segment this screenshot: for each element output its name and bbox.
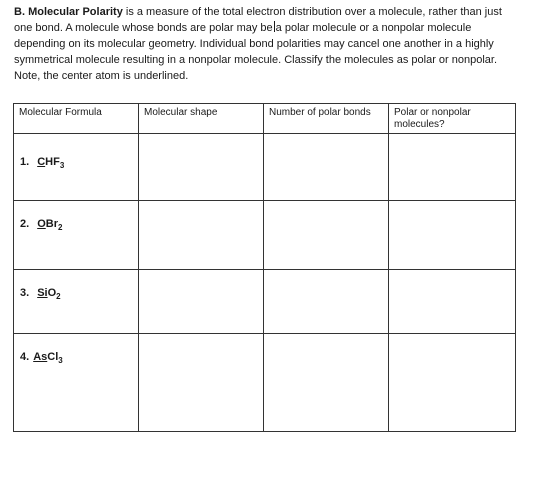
center-atom: O xyxy=(37,218,46,230)
center-atom: Si xyxy=(37,287,48,299)
formula-rest: O xyxy=(47,287,57,299)
formula-label xyxy=(14,134,138,168)
formula-cell xyxy=(14,134,139,201)
polar-bonds-answer-cell[interactable] xyxy=(264,134,389,201)
row-number: 1. xyxy=(20,156,30,168)
center-atom: As xyxy=(33,351,48,363)
instructions-text-part1: is a measure of the total electron distribution over a molecule, rather than just one bond. A molecule whose bonds are polar may be xyxy=(14,6,502,34)
polarity-answer-cell[interactable] xyxy=(389,134,516,201)
row-number: 4. xyxy=(20,351,30,363)
header-molecular-formula: Molecular Formula xyxy=(14,104,139,134)
instructions-text-part2: a polar molecule or a nonpolar molecule depending on its molecular geometry. Individual bond polarities may cancel one another in a highly symmetrical molecule resulting in a nonpolar molecule. Classify the molecules as polar or nonpolar. Note, the center atom is underlined. xyxy=(14,22,498,82)
polar-bonds-answer-cell[interactable] xyxy=(264,270,389,334)
header-number-of-polar-bonds: Number of polar bonds xyxy=(264,104,389,134)
formula-subscript: 3 xyxy=(58,356,63,365)
formula-label xyxy=(14,334,138,363)
formula-cell xyxy=(14,201,139,270)
polar-bonds-answer-cell[interactable] xyxy=(264,201,389,270)
formula-rest: Cl xyxy=(47,351,59,363)
polarity-answer-cell[interactable] xyxy=(389,334,516,432)
row-number: 3. xyxy=(20,287,30,299)
shape-answer-cell[interactable] xyxy=(139,134,264,201)
table-row xyxy=(14,201,516,270)
formula-cell xyxy=(14,270,139,334)
formula-subscript: 2 xyxy=(56,292,61,301)
table-row xyxy=(14,270,516,334)
term-molecular-polarity: Molecular Polarity xyxy=(28,6,123,18)
shape-answer-cell[interactable] xyxy=(139,334,264,432)
formula-label xyxy=(14,201,138,230)
formula-rest: HF xyxy=(45,156,60,168)
header-molecular-shape: Molecular shape xyxy=(139,104,264,134)
instructions-paragraph xyxy=(14,4,514,84)
formula-rest: Br xyxy=(45,218,58,230)
polarity-answer-cell[interactable] xyxy=(389,270,516,334)
text-cursor xyxy=(274,21,275,32)
formula-subscript: 2 xyxy=(57,223,63,232)
section-label: B. xyxy=(14,6,25,18)
header-row xyxy=(14,104,516,134)
polarity-table xyxy=(13,103,516,432)
polar-bonds-answer-cell[interactable] xyxy=(264,334,389,432)
formula-subscript: 3 xyxy=(59,161,65,170)
polarity-answer-cell[interactable] xyxy=(389,201,516,270)
center-atom: C xyxy=(37,156,46,168)
formula-label xyxy=(14,270,138,299)
header-polar-or-nonpolar: Polar or nonpolar molecules? xyxy=(389,104,516,134)
shape-answer-cell[interactable] xyxy=(139,201,264,270)
row-number: 2. xyxy=(20,218,30,230)
formula-cell xyxy=(14,334,139,432)
table-row xyxy=(14,334,516,432)
table-row xyxy=(14,134,516,201)
shape-answer-cell[interactable] xyxy=(139,270,264,334)
